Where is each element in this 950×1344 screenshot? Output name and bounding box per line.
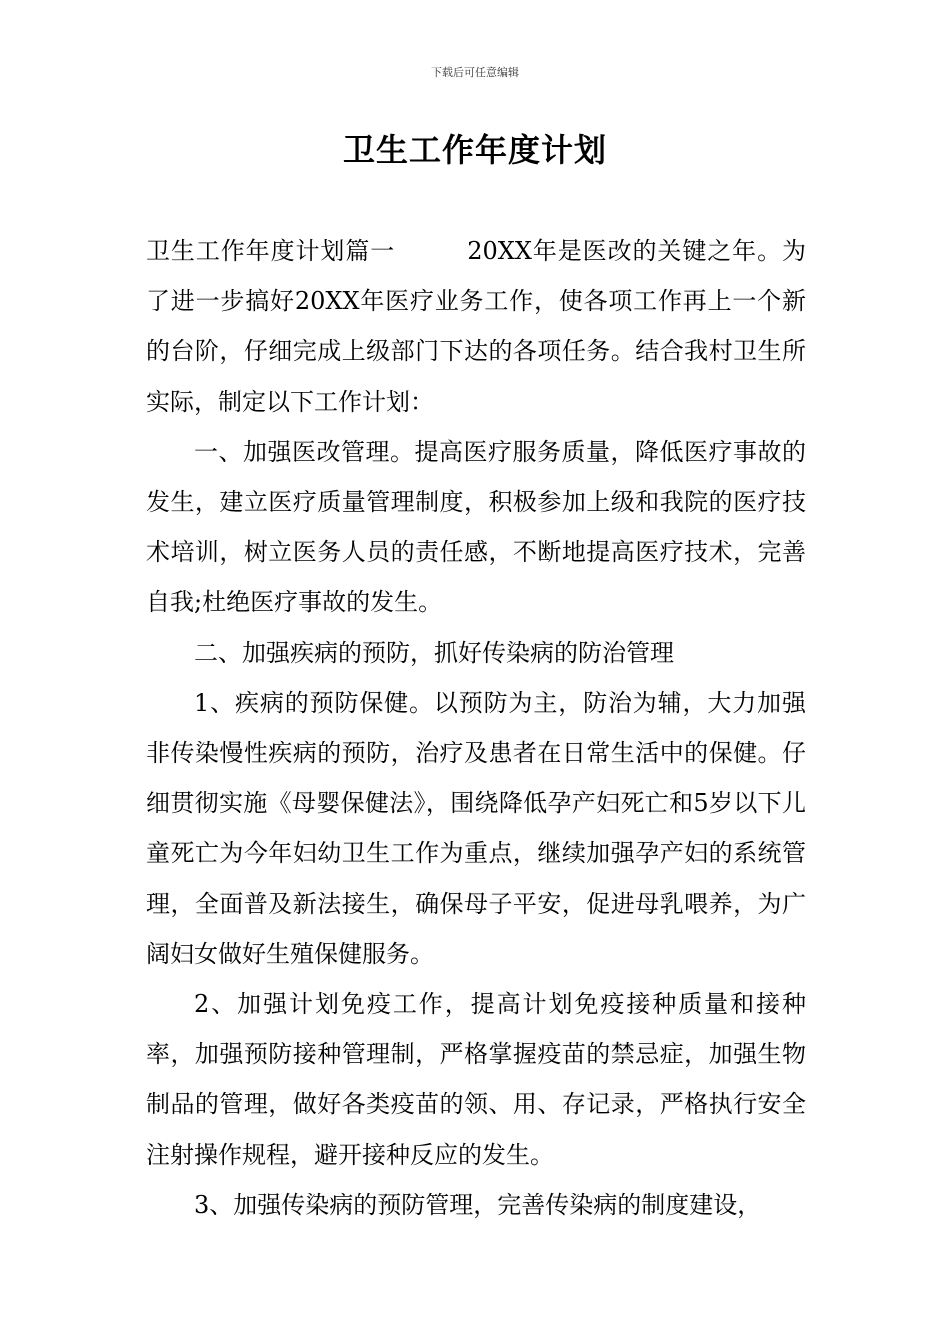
intro-paragraph xyxy=(146,226,806,427)
paragraph-1: 一、加强医改管理。提高医疗服务质量，降低医疗事故的发生，建立医疗质量管理制度，积极参加上级和我院的医疗技术培训，树立医务人员的责任感，不断地提高医疗技术，完善自我;杜绝医疗事故的发生。 xyxy=(146,437,806,617)
header-note: 下载后可任意编辑 xyxy=(431,66,519,79)
paragraph-2: 二、加强疾病的预防，抓好传染病的防治管理 xyxy=(194,638,674,667)
paragraph-5: 3、加强传染病的预防管理，完善传染病的制度建设， xyxy=(194,1190,762,1219)
paragraph-4: 2、加强计划免疫工作，提高计划免疫接种质量和接种率，加强预防接种管理制，严格掌握疫苗的禁忌症，加强生物制品的管理，做好各类疫苗的领、用、存记录，严格执行安全注射操作规程，避开接种反应的发生。 xyxy=(146,990,806,1169)
document-body xyxy=(146,226,806,1230)
paragraph-3: 1、疾病的预防保健。以预防为主，防治为辅，大力加强非传染慢性疾病的预防，治疗及患者在日常生活中的保健。仔细贯彻实施《母婴保健法》，围绕降低孕产妇死亡和5岁以下儿童死亡为今年妇幼卫生工作为重点，继续加强孕产妇的系统管理，全面普及新法接生，确保母子平安，促进母乳喂养，为广阔妇女做好生殖保健服务。 xyxy=(146,688,806,968)
intro-text: 20XX年是医改的关键之年。为了进一步搞好20XX年医疗业务工作，使各项工作再上一个新的台阶，仔细完成上级部门下达的各项任务。结合我村卫生所实际，制定以下工作计划： xyxy=(146,237,806,416)
intro-label: 卫生工作年度计划篇一 xyxy=(146,237,396,265)
document-title: 卫生工作年度计划 xyxy=(342,131,607,169)
